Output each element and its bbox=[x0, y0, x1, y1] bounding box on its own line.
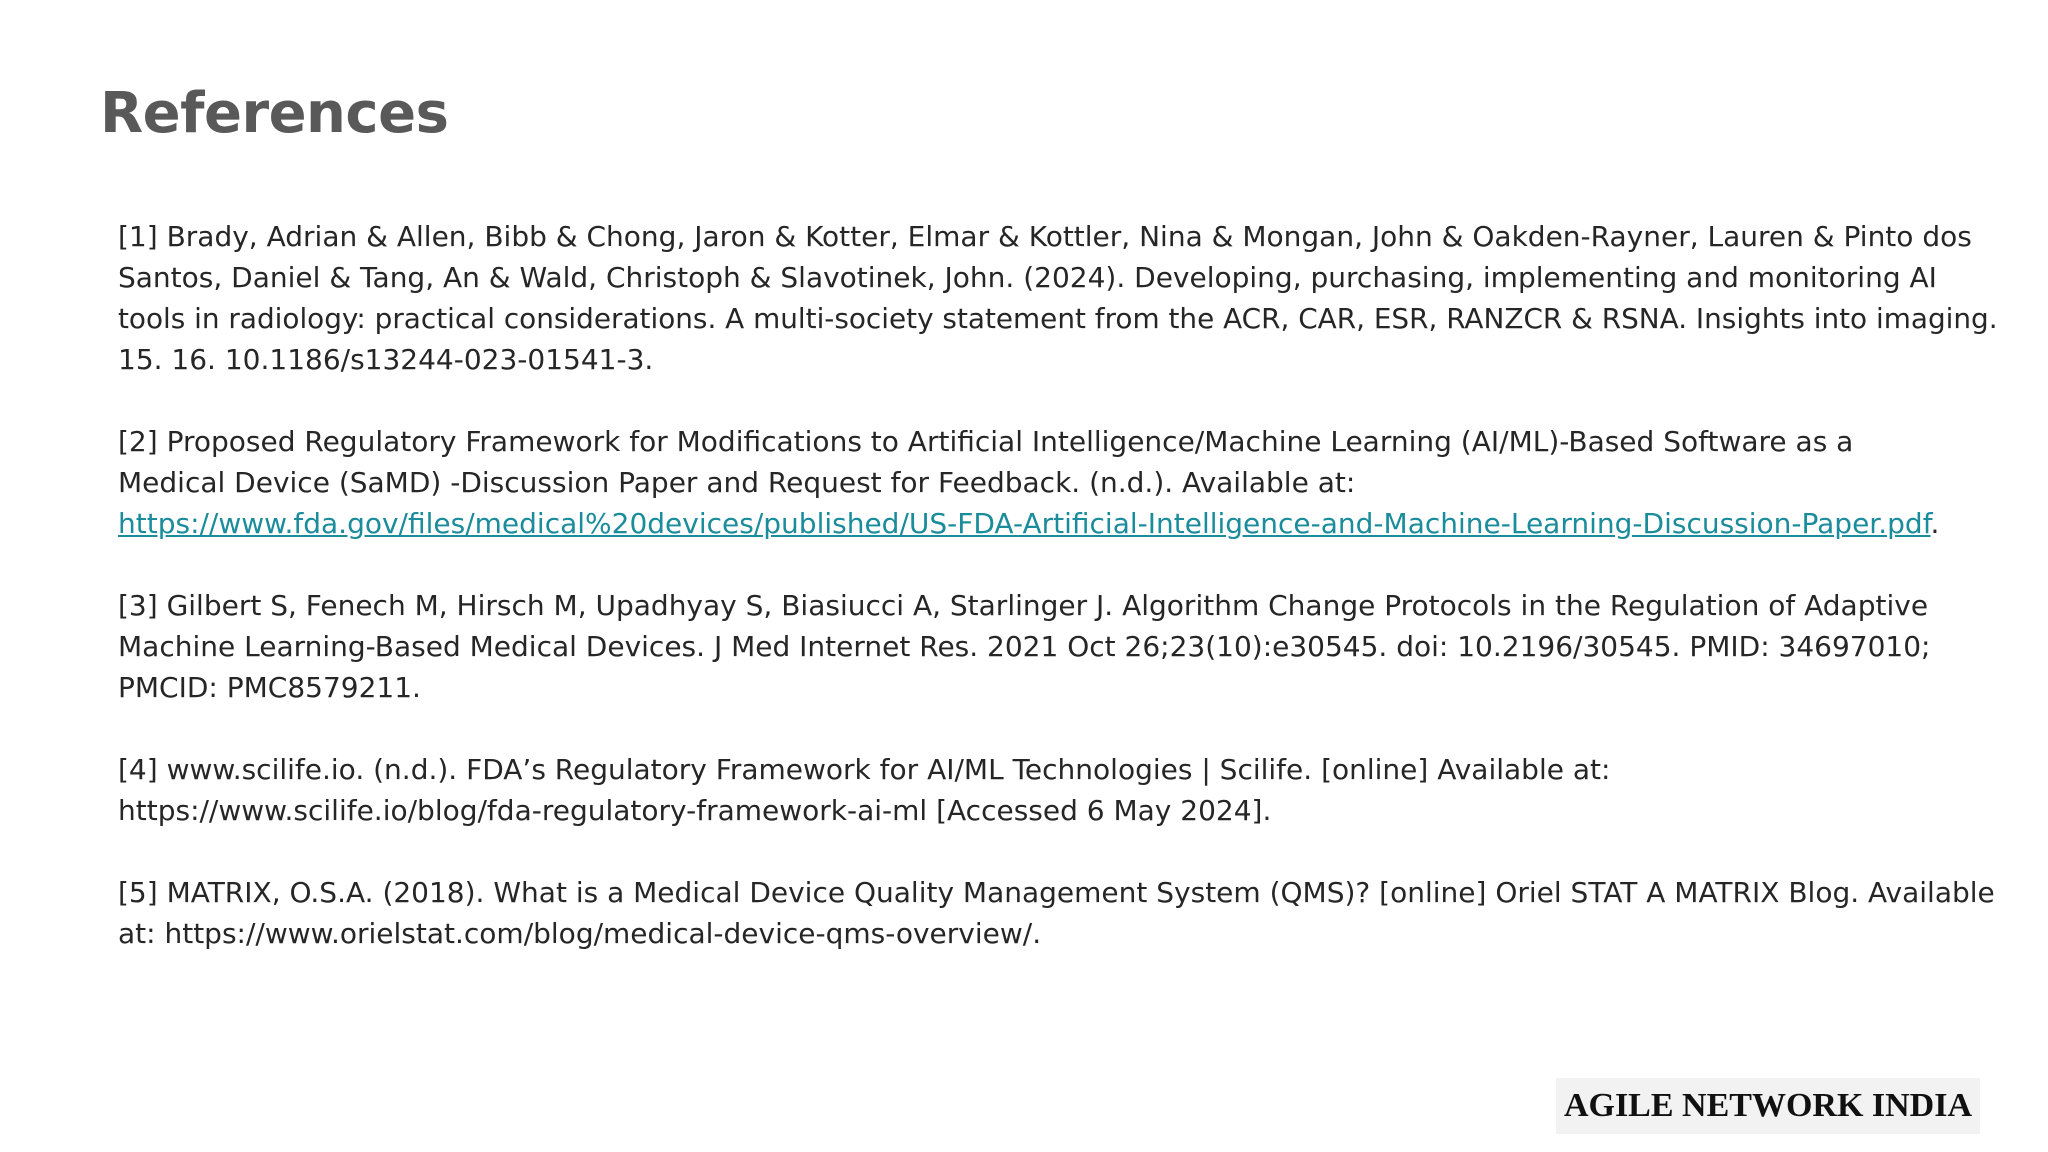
reference-line: Santos, Daniel & Tang, An & Wald, Christoph & Slavotinek, John. (2024). Developing, purchasing, implementing and monitoring AI bbox=[118, 261, 1937, 294]
reference-item-5 bbox=[118, 872, 1998, 954]
reference-line: [1] Brady, Adrian & Allen, Bibb & Chong, Jaron & Kotter, Elmar & Kottler, Nina & Mongan, John & Oakden-Rayner, Lauren & Pinto dos bbox=[118, 220, 1972, 253]
reference-line: [3] Gilbert S, Fenech M, Hirsch M, Upadhyay S, Biasiucci A, Starlinger J. Algorithm Change Protocols in the Regulation of Adaptive bbox=[118, 589, 1929, 622]
reference-line: PMCID: PMC8579211. bbox=[118, 671, 421, 704]
reference-line: [2] Proposed Regulatory Framework for Modifications to Artificial Intelligence/Machine Learning (AI/ML)-Based Software as a bbox=[118, 425, 1854, 458]
reference-line: at: https://www.orielstat.com/blog/medical-device-qms-overview/. bbox=[118, 917, 1042, 950]
footer-brand-badge: AGILE NETWORK INDIA bbox=[1556, 1078, 1980, 1134]
references-list bbox=[118, 216, 1998, 995]
reference-line: 15. 16. 10.1186/s13244-023-01541-3. bbox=[118, 343, 654, 376]
reference-line: tools in radiology: practical considerations. A multi-society statement from the ACR, CAR, ESR, RANZCR & RSNA. Insights into imaging. bbox=[118, 302, 1998, 335]
page-title: References bbox=[100, 81, 449, 146]
reference-line: Machine Learning-Based Medical Devices. J Med Internet Res. 2021 Oct 26;23(10):e30545. doi: 10.2196/30545. PMID: 34697010; bbox=[118, 630, 1931, 663]
fda-discussion-paper-link[interactable]: https://www.fda.gov/files/medical%20devices/published/US-FDA-Artificial-Intelligence-and-Machine-Learning-Discussion-Paper.pdf bbox=[118, 507, 1931, 540]
reference-item-1 bbox=[118, 216, 1998, 380]
reference-item-2 bbox=[118, 421, 1998, 544]
reference-link-line bbox=[118, 503, 1998, 544]
link-suffix: . bbox=[1930, 507, 1940, 540]
reference-item-3 bbox=[118, 585, 1998, 708]
reference-item-4 bbox=[118, 749, 1998, 831]
reference-line: Medical Device (SaMD) -Discussion Paper and Request for Feedback. (n.d.). Available at: bbox=[118, 466, 1356, 499]
reference-line: [5] MATRIX, O.S.A. (2018). What is a Medical Device Quality Management System (QMS)? [online] Oriel STAT A MATRIX Blog. Available bbox=[118, 876, 1995, 909]
reference-line: https://www.scilife.io/blog/fda-regulatory-framework-ai-ml [Accessed 6 May 2024]. bbox=[118, 794, 1272, 827]
reference-line: [4] www.scilife.io. (n.d.). FDA’s Regulatory Framework for AI/ML Technologies | Scilife. [online] Available at: bbox=[118, 753, 1611, 786]
